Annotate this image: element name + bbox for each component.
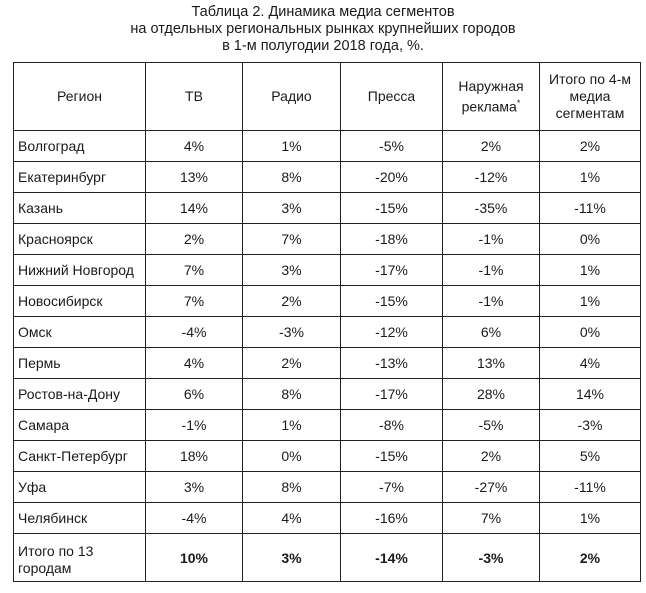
outdoor-cell: -12% [443, 162, 540, 193]
total-cell: -11% [540, 472, 641, 503]
total-cell: 1% [540, 286, 641, 317]
tv-cell: -4% [146, 317, 243, 348]
header-row [14, 63, 641, 131]
tv-cell: 6% [146, 379, 243, 410]
table-row [14, 441, 641, 472]
radio-cell: 0% [243, 441, 341, 472]
total-cell: 4% [540, 348, 641, 379]
press-cell: -12% [341, 317, 443, 348]
press-cell: -17% [341, 379, 443, 410]
radio-cell: 3% [243, 255, 341, 286]
tv-cell: -1% [146, 410, 243, 441]
total-region-cell [14, 534, 146, 582]
header-radio: Радио [243, 63, 341, 131]
tv-cell: 4% [146, 131, 243, 162]
table-body [14, 131, 641, 582]
total-cell: 0% [540, 317, 641, 348]
region-cell: Казань [14, 193, 146, 224]
press-cell: -15% [341, 193, 443, 224]
table-row [14, 410, 641, 441]
tv-cell: 7% [146, 255, 243, 286]
table-row [14, 193, 641, 224]
table-row [14, 286, 641, 317]
radio-cell: 2% [243, 286, 341, 317]
tv-cell: 13% [146, 162, 243, 193]
press-cell: -16% [341, 503, 443, 534]
total-region-line-1: Итого по 13 [18, 543, 94, 559]
header-total-line-3: сегментам [555, 105, 625, 121]
header-outdoor-line-2: реклама [461, 98, 517, 115]
table-caption [0, 4, 646, 55]
outdoor-cell: -27% [443, 472, 540, 503]
table-header [14, 63, 641, 131]
region-cell: Санкт-Петербург [14, 441, 146, 472]
footnote-mark: * [516, 97, 521, 108]
table-row [14, 131, 641, 162]
total-cell: 0% [540, 224, 641, 255]
total-radio-cell: 3% [243, 534, 341, 582]
region-cell: Новосибирск [14, 286, 146, 317]
press-cell: -17% [341, 255, 443, 286]
total-cell: -3% [540, 410, 641, 441]
radio-cell: 8% [243, 162, 341, 193]
outdoor-cell: 2% [443, 441, 540, 472]
total-cell: 2% [540, 131, 641, 162]
total-cell: 5% [540, 441, 641, 472]
total-region-line-2: городам [18, 560, 72, 576]
table-row [14, 503, 641, 534]
header-outdoor [443, 63, 540, 131]
outdoor-cell: 7% [443, 503, 540, 534]
radio-cell: 4% [243, 503, 341, 534]
caption-line-2: на отдельных региональных рынках крупнейших городов [130, 21, 516, 37]
radio-cell: 1% [243, 410, 341, 441]
press-cell: -7% [341, 472, 443, 503]
press-cell: -5% [341, 131, 443, 162]
table-row [14, 472, 641, 503]
region-cell: Челябинск [14, 503, 146, 534]
table-row [14, 348, 641, 379]
region-cell: Пермь [14, 348, 146, 379]
tv-cell: 3% [146, 472, 243, 503]
table-row [14, 317, 641, 348]
region-cell: Волгоград [14, 131, 146, 162]
radio-cell: -3% [243, 317, 341, 348]
region-cell: Красноярск [14, 224, 146, 255]
caption-line-3: в 1-м полугодии 2018 года, %. [222, 38, 424, 54]
press-cell: -20% [341, 162, 443, 193]
region-cell: Нижний Новгород [14, 255, 146, 286]
tv-cell: 4% [146, 348, 243, 379]
radio-cell: 7% [243, 224, 341, 255]
radio-cell: 3% [243, 193, 341, 224]
press-cell: -15% [341, 286, 443, 317]
tv-cell: 2% [146, 224, 243, 255]
total-cell: 1% [540, 503, 641, 534]
outdoor-cell: 2% [443, 131, 540, 162]
total-cell: 1% [540, 255, 641, 286]
total-total-cell: 2% [540, 534, 641, 582]
total-outdoor-cell: -3% [443, 534, 540, 582]
header-total-line-2: медиа [569, 88, 611, 104]
header-tv: ТВ [146, 63, 243, 131]
tv-cell: 18% [146, 441, 243, 472]
radio-cell: 2% [243, 348, 341, 379]
outdoor-cell: -1% [443, 224, 540, 255]
outdoor-cell: -1% [443, 286, 540, 317]
caption-line-1: Таблица 2. Динамика медиа сегментов [191, 4, 455, 20]
outdoor-cell: -1% [443, 255, 540, 286]
media-dynamics-table [13, 62, 641, 582]
radio-cell: 8% [243, 379, 341, 410]
press-cell: -18% [341, 224, 443, 255]
outdoor-cell: 28% [443, 379, 540, 410]
region-cell: Ростов-на-Дону [14, 379, 146, 410]
press-cell: -8% [341, 410, 443, 441]
total-tv-cell: 10% [146, 534, 243, 582]
tv-cell: 7% [146, 286, 243, 317]
outdoor-cell: 6% [443, 317, 540, 348]
tv-cell: 14% [146, 193, 243, 224]
outdoor-cell: 13% [443, 348, 540, 379]
header-press: Пресса [341, 63, 443, 131]
table-row [14, 379, 641, 410]
radio-cell: 1% [243, 131, 341, 162]
outdoor-cell: -5% [443, 410, 540, 441]
total-press-cell: -14% [341, 534, 443, 582]
tv-cell: -4% [146, 503, 243, 534]
region-cell: Самара [14, 410, 146, 441]
radio-cell: 8% [243, 472, 341, 503]
table-row [14, 224, 641, 255]
table-row [14, 162, 641, 193]
press-cell: -13% [341, 348, 443, 379]
header-total-line-1: Итого по 4-м [549, 71, 631, 87]
total-cell: 14% [540, 379, 641, 410]
header-total [540, 63, 641, 131]
region-cell: Екатеринбург [14, 162, 146, 193]
table-row [14, 255, 641, 286]
header-outdoor-line-1: Наружная [458, 77, 524, 94]
total-row [14, 534, 641, 582]
region-cell: Омск [14, 317, 146, 348]
outdoor-cell: -35% [443, 193, 540, 224]
region-cell: Уфа [14, 472, 146, 503]
press-cell: -15% [341, 441, 443, 472]
total-cell: 1% [540, 162, 641, 193]
total-cell: -11% [540, 193, 641, 224]
header-region: Регион [14, 63, 146, 131]
